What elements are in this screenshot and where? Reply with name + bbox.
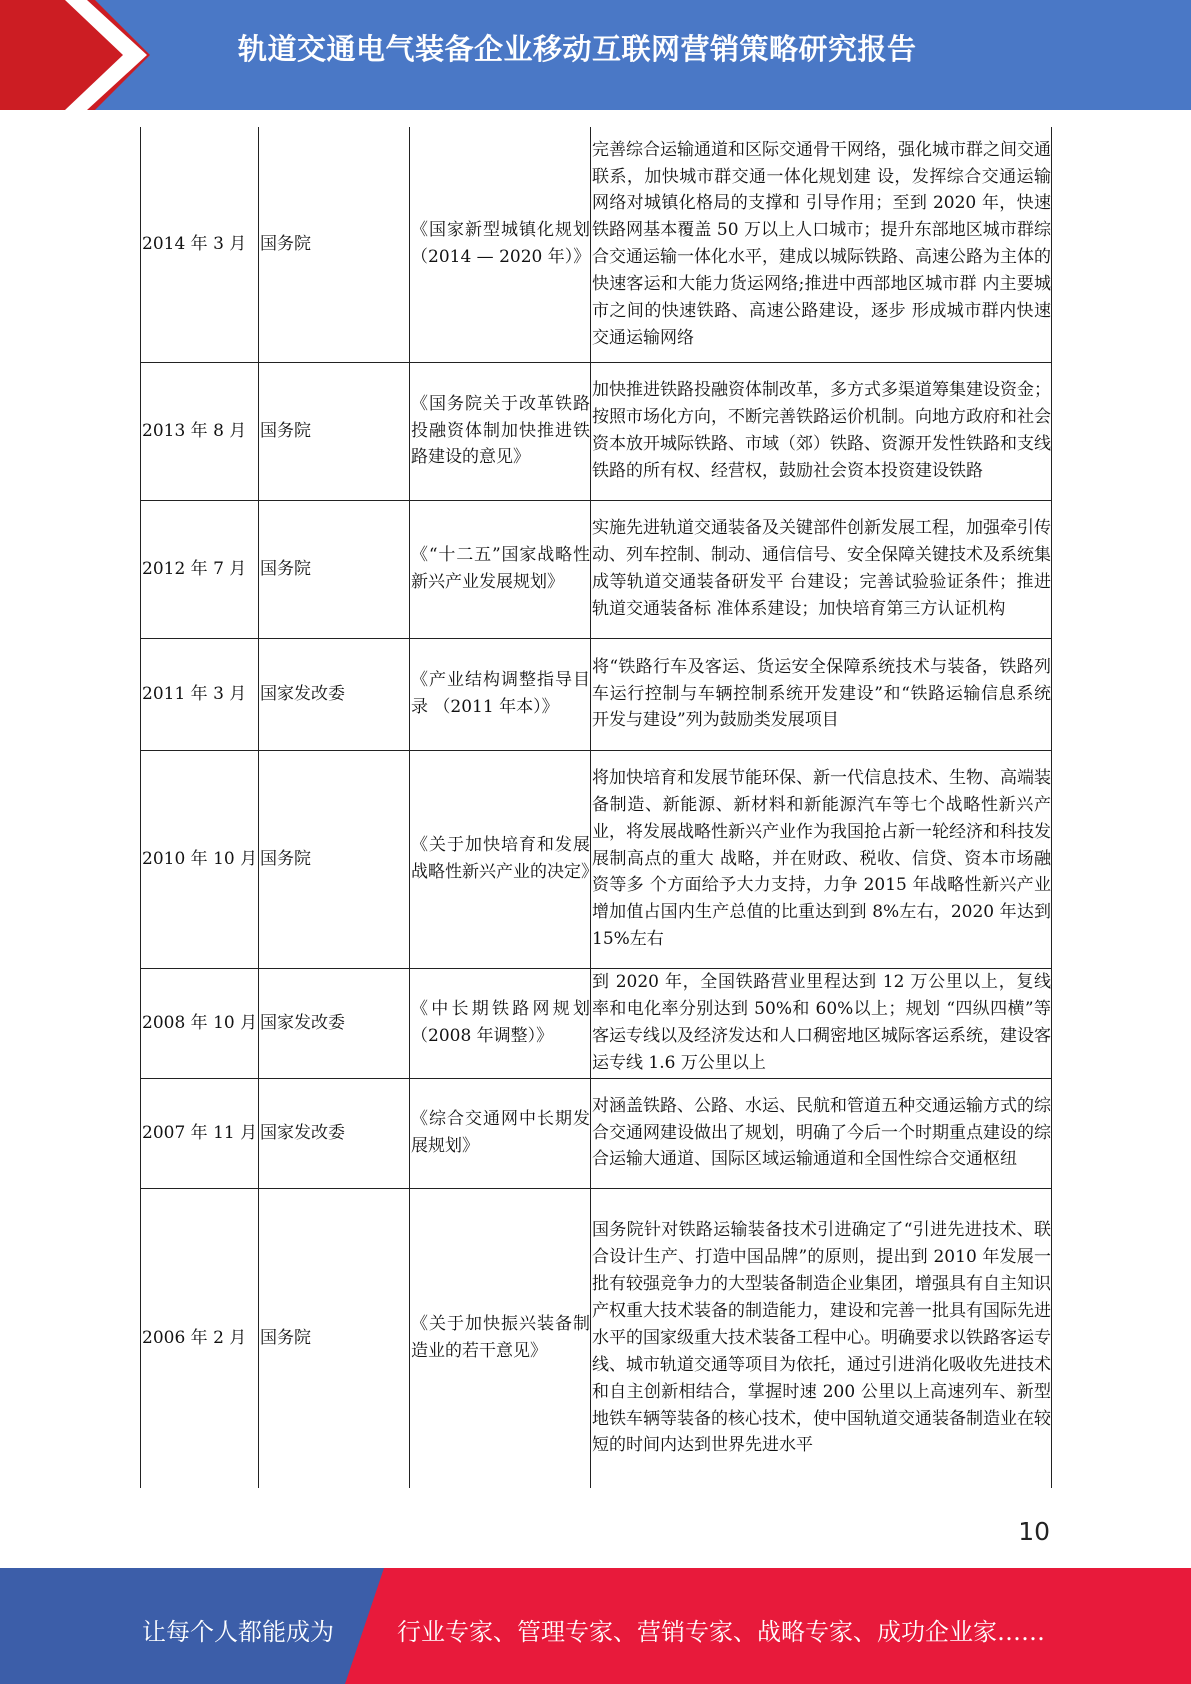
row-agency: 国务院 — [259, 500, 410, 638]
row-agency: 国家发改委 — [259, 638, 410, 750]
policy-table — [140, 127, 1052, 1488]
row-document: 《综合交通网中长期发展规划》 — [410, 1078, 591, 1188]
row-date: 2011 年 3 月 — [141, 638, 259, 750]
row-agency: 国务院 — [259, 1188, 410, 1488]
row-date: 2008 年 10 月 — [141, 968, 259, 1078]
table-row — [141, 750, 1052, 968]
row-content: 将“铁路行车及客运、货运安全保障系统技术与装备，铁路列车运行控制与车辆控制系统开发建设”和“铁路运输信息系统开发与建设”列为鼓励类发展项目 — [591, 638, 1052, 750]
row-agency: 国家发改委 — [259, 1078, 410, 1188]
row-content: 国务院针对铁路运输装备技术引进确定了“引进先进技术、联合设计生产、打造中国品牌”的原则，提出到 2010 年发展一批有较强竞争力的大型装备制造企业集团，增强具有自主知识产权重大技术装备的制造能力，建设和完善一批具有国际先进水平的国家级重大技术装备工程中心。明确要求以铁路客运专线、城市轨道交通等项目为依托，通过引进消化吸收先进技术和自主创新相结合，掌握时速 200 公里以上高速列车、新型地铁车辆等装备的核心技术，使中国轨道交通装备制造业在较短的时间内达到世界先进水平 — [591, 1188, 1052, 1488]
row-agency: 国务院 — [259, 127, 410, 362]
table-row — [141, 1188, 1052, 1488]
row-content: 实施先进轨道交通装备及关键部件创新发展工程，加强牵引传动、列车控制、制动、通信信号、安全保障关键技术及系统集成等轨道交通装备研发平 台建设；完善试验验证条件；推进轨道交通装备标 准体系建设；加快培育第三方认证机构 — [591, 500, 1052, 638]
table-row — [141, 362, 1052, 500]
report-title: 轨道交通电气装备企业移动互联网营销策略研究报告 — [238, 32, 917, 66]
row-document: 《产业结构调整指导目录 （2011 年本）》 — [410, 638, 591, 750]
footer-slogan-right: 行业专家、管理专家、营销专家、战略专家、成功企业家…… — [397, 1618, 1045, 1646]
row-document: 《关于加快振兴装备制造业的若干意见》 — [410, 1188, 591, 1488]
row-agency: 国家发改委 — [259, 968, 410, 1078]
row-date: 2014 年 3 月 — [141, 127, 259, 362]
row-content: 到 2020 年，全国铁路营业里程达到 12 万公里以上，复线率和电化率分别达到 50%和 60%以上；规划 “四纵四横”等客运专线以及经济发达和人口稠密地区城际客运系统，建设客运专线 1.6 万公里以上 — [591, 968, 1052, 1078]
row-date: 2012 年 7 月 — [141, 500, 259, 638]
row-document: 《中长期铁路网规划（2008 年调整）》 — [410, 968, 591, 1078]
row-date: 2010 年 10 月 — [141, 750, 259, 968]
row-document: 《“十二五”国家战略性新兴产业发展规划》 — [410, 500, 591, 638]
row-date: 2006 年 2 月 — [141, 1188, 259, 1488]
footer-slogan-left: 让每个人都能成为 — [142, 1618, 334, 1646]
table-row — [141, 127, 1052, 362]
row-content: 加快推进铁路投融资体制改革，多方式多渠道筹集建设资金；按照市场化方向，不断完善铁路运价机制。向地方政府和社会资本放开城际铁路、市域（郊）铁路、资源开发性铁路和支线铁路的所有权、经营权，鼓励社会资本投资建设铁路 — [591, 362, 1052, 500]
table-row — [141, 638, 1052, 750]
row-agency: 国务院 — [259, 362, 410, 500]
row-date: 2007 年 11 月 — [141, 1078, 259, 1188]
row-document: 《国务院关于改革铁路投融资体制加快推进铁路建设的意见》 — [410, 362, 591, 500]
page-header — [0, 0, 1191, 110]
row-document: 《国家新型城镇化规划（2014 — 2020 年）》 — [410, 127, 591, 362]
page-number: 10 — [1018, 1517, 1050, 1546]
row-document: 《关于加快培育和发展战略性新兴产业的决定》 — [410, 750, 591, 968]
table-row — [141, 1078, 1052, 1188]
row-agency: 国务院 — [259, 750, 410, 968]
row-date: 2013 年 8 月 — [141, 362, 259, 500]
table-row — [141, 500, 1052, 638]
row-content: 将加快培育和发展节能环保、新一代信息技术、生物、高端装备制造、新能源、新材料和新能源汽车等七个战略性新兴产业，将发展战略性新兴产业作为我国抢占新一轮经济和科技发展制高点的重大 战略，并在财政、税收、信贷、资本市场融资等多 个方面给予大力支持，力争 2015 年战略性新兴产业增加值占国内生产总值的比重达到到 8%左右，2020 年达到 15%左右 — [591, 750, 1052, 968]
table-row — [141, 968, 1052, 1078]
row-content: 完善综合运输通道和区际交通骨干网络，强化城市群之间交通联系，加快城市群交通一体化规划建 设，发挥综合交通运输网络对城镇化格局的支撑和 引导作用；至到 2020 年，快速铁路网基本覆盖 50 万以上人口城市；提升东部地区城市群综合交通运输一体化水平，建成以城际铁路、高速公路为主体的快速客运和大能力货运网络;推进中西部地区城市群 内主要城市之间的快速铁路、高速公路建设，逐步 形成城市群内快速交通运输网络 — [591, 127, 1052, 362]
row-content: 对涵盖铁路、公路、水运、民航和管道五种交通运输方式的综合交通网建设做出了规划，明确了今后一个时期重点建设的综合运输大通道、国际区域运输通道和全国性综合交通枢纽 — [591, 1078, 1052, 1188]
